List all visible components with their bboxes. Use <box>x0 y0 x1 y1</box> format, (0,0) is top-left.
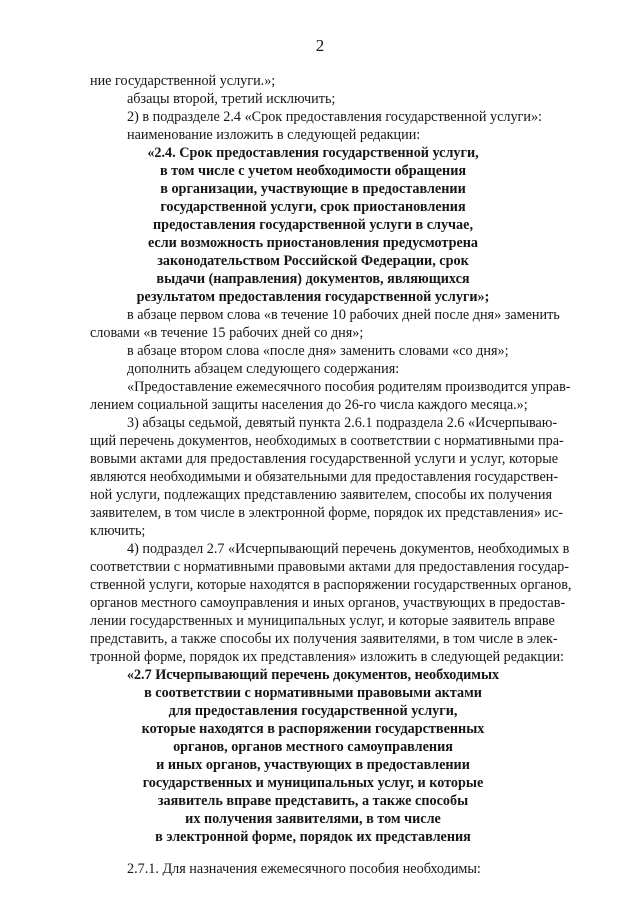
text-line: ключить; <box>90 523 146 539</box>
text-line: тронной форме, порядок их представления» изложить в следующей редакции: <box>90 649 564 665</box>
heading-line: заявитель вправе представить, а также способы <box>157 793 469 809</box>
text-line: заявителем, в том числе в электронной форме, порядок их представления» ис- <box>90 505 564 521</box>
text-line: ственной услуги, которые находятся в распоряжении государственных органов, <box>90 577 572 593</box>
heading-line: их получения заявителями, в том числе <box>185 811 441 827</box>
heading-line: «2.4. Срок предоставления государственной услуги, <box>147 145 479 161</box>
text-line: вовыми актами для предоставления государственной услуги и услуг, которые <box>90 451 559 467</box>
heading-line: результатом предоставления государственной услуги»; <box>136 289 490 305</box>
text-line: лением социальной защиты населения до 26-го числа каждого месяца.»; <box>90 397 528 413</box>
text-line: 2) в подразделе 2.4 «Срок предоставления государственной услуги»: <box>127 109 542 125</box>
heading-line: в электронной форме, порядок их представления <box>155 829 471 845</box>
heading-line: которые находятся в распоряжении государственных <box>141 721 485 737</box>
text-line: являются необходимыми и обязательными для предоставления государствен- <box>90 469 559 485</box>
text-line: «Предоставление ежемесячного пособия родителям производится управ- <box>127 379 571 395</box>
heading-line: в организации, участвующие в предоставлении <box>160 181 466 197</box>
text-line: ной услуги, подлежащих представлению заявителем, способы их получения <box>90 487 552 503</box>
page-number: 2 <box>315 36 325 55</box>
text-line: представить, а также способы их получения заявителями, в том числе в элек- <box>90 631 558 647</box>
heading-line: государственных и муниципальных услуг, и которые <box>142 775 484 791</box>
text-line: органов местного самоуправления и иных органов, участвующих в предостав- <box>90 595 566 611</box>
heading-line: если возможность приостановления предусмотрена <box>147 235 479 251</box>
text-line: в абзаце первом слова «в течение 10 рабочих дней после дня» заменить <box>127 307 560 323</box>
text-line: 3) абзацы седьмой, девятый пункта 2.6.1 подраздела 2.6 «Исчерпываю- <box>127 415 558 431</box>
text-line: дополнить абзацем следующего содержания: <box>127 361 400 377</box>
heading-line: предоставления государственной услуги в случае, <box>153 217 473 233</box>
heading-line: органов, органов местного самоуправления <box>173 739 453 755</box>
heading-line: законодательством Российской Федерации, срок <box>157 253 469 269</box>
text-line: 4) подраздел 2.7 «Исчерпывающий перечень документов, необходимых в <box>127 541 570 557</box>
text-line: ние государственной услуги.»; <box>90 73 276 89</box>
heading-line: государственной услуги, срок приостановления <box>160 199 466 215</box>
text-line: словами «в течение 15 рабочих дней со дня»; <box>90 325 364 341</box>
text-line: соответствии с нормативными правовыми актами для предоставления государ- <box>90 559 569 575</box>
text-line: лении государственных и муниципальных услуг, и которые заявитель вправе <box>90 613 555 629</box>
heading-line: «2.7 Исчерпывающий перечень документов, необходимых <box>126 667 500 683</box>
text-line: 2.7.1. Для назначения ежемесячного пособия необходимы: <box>127 861 481 877</box>
heading-line: выдачи (направления) документов, являющихся <box>156 271 470 287</box>
heading-line: для предоставления государственной услуги, <box>168 703 458 719</box>
text-line: щий перечень документов, необходимых в соответствии с нормативными пра- <box>90 433 564 449</box>
heading-line: и иных органов, участвующих в предоставлении <box>156 757 470 773</box>
text-line: абзацы второй, третий исключить; <box>127 91 336 107</box>
text-line: в абзаце втором слова «после дня» заменить словами «со дня»; <box>127 343 509 359</box>
heading-line: в соответствии с нормативными правовыми актами <box>144 685 482 701</box>
text-line: наименование изложить в следующей редакции: <box>127 127 421 143</box>
heading-line: в том числе с учетом необходимости обращения <box>159 163 467 179</box>
